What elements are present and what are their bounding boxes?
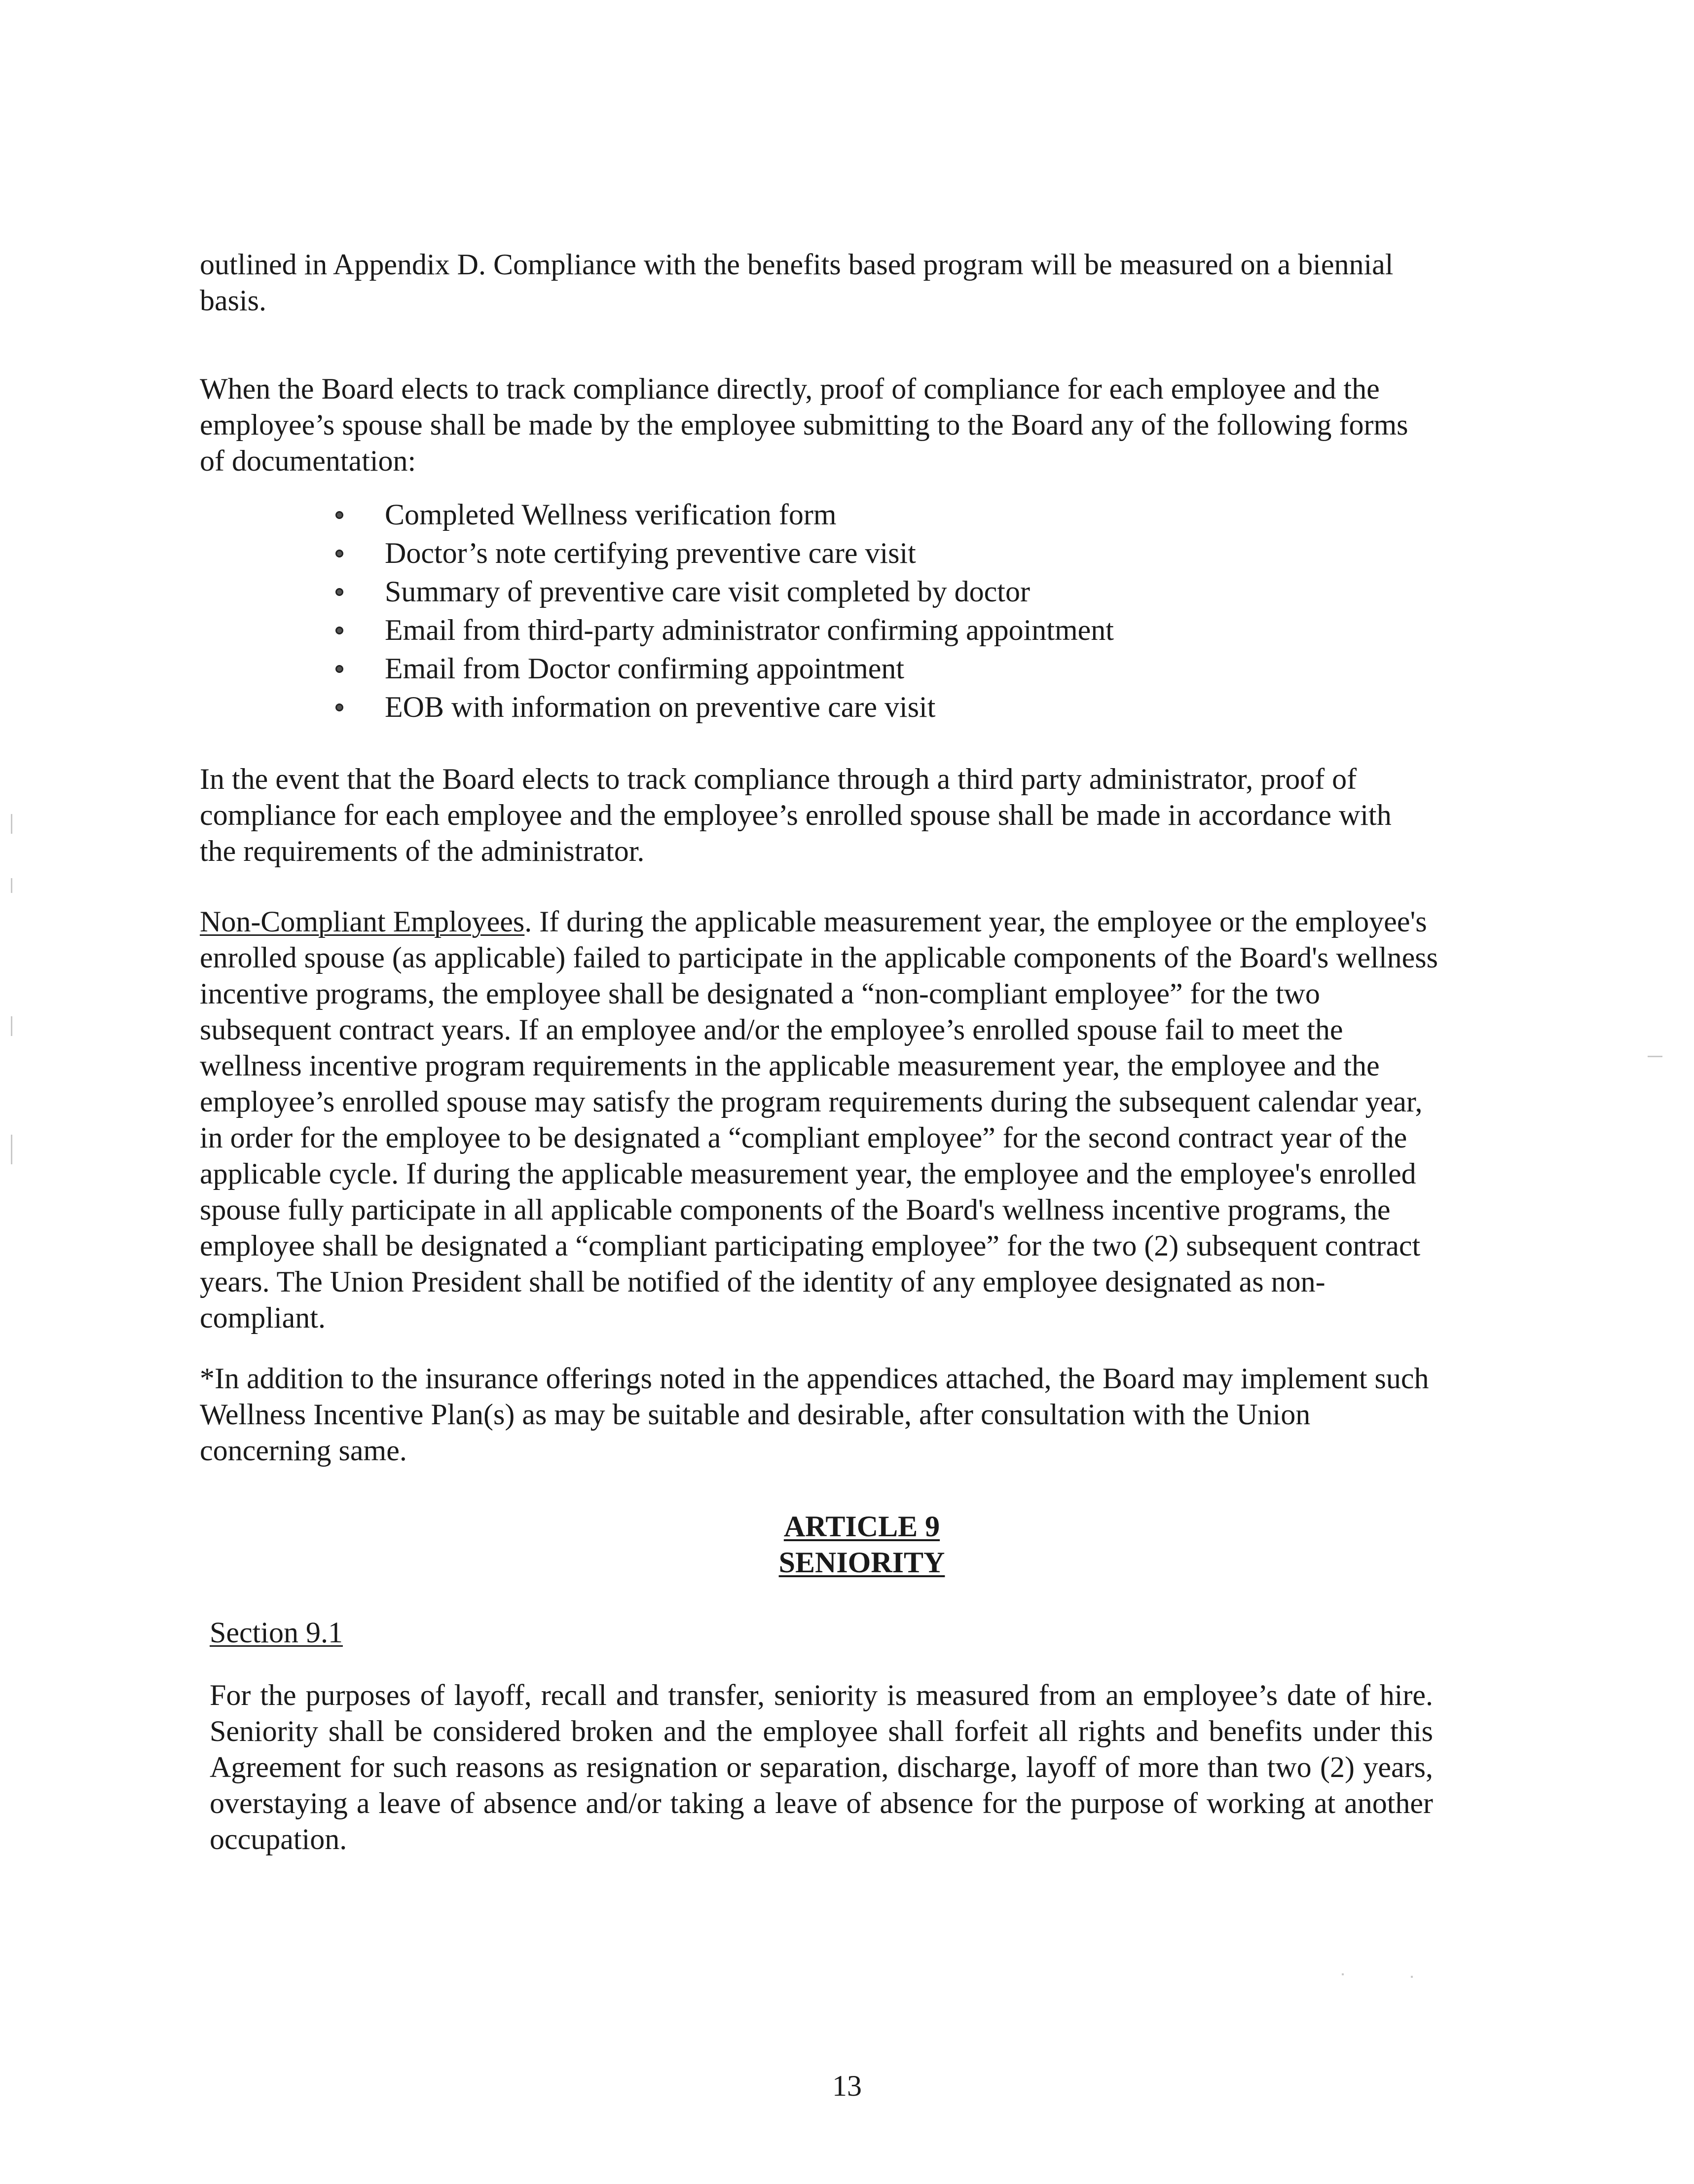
scan-artifact <box>11 814 12 834</box>
list-item-text: Email from third-party administrator confirming appointment <box>385 614 1114 646</box>
third-party-paragraph: In the event that the Board elects to track compliance through a third party administrator, proof of compliance for each employee and the employee’s enrolled spouse shall be made in accordance with the requirements of the administrator. <box>200 763 1392 867</box>
list-item-text: Completed Wellness verification form <box>385 498 837 531</box>
direct-tracking-paragraph: When the Board elects to track compliance directly, proof of compliance for each employee and the employee’s spouse shall be made by the employee submitting to the Board any of the following forms of documentation: <box>200 372 1408 477</box>
documentation-list <box>335 495 1114 726</box>
list-item <box>335 649 1114 688</box>
addition-paragraph: *In addition to the insurance offerings noted in the appendices attached, the Board may implement such Wellness Incentive Plan(s) as may be suitable and desirable, after consultation with the Union concerning same. <box>200 1362 1429 1467</box>
article-title <box>0 1545 1694 1581</box>
noncompliant-body: . If during the applicable measurement year, the employee or the employee's enrolled spouse (as applicable) failed to participate in the applicable components of the Board's wellness incentive programs, the employee shall be designated a “non-compliant employee” for the two subsequent contract years. If an employee and/or the employee’s enrolled spouse fail to meet the wellness incentive program requirements in the applicable measurement year, the employee and the employee’s enrolled spouse may satisfy the program requirements during the subsequent calendar year, in order for the employee to be designated a “compliant employee” for the second contract year of the applicable cycle. If during the applicable measurement year, the employee and the employee's enrolled spouse fully participate in all applicable components of the Board's wellness incentive programs, the employee shall be designated a “compliant participating employee” for the two (2) subsequent contract years. The Union President shall be notified of the identity of any employee designated as non-compliant. <box>200 905 1438 1334</box>
bullet-icon <box>335 588 343 596</box>
scan-artifact <box>11 1135 12 1164</box>
bullet-icon <box>335 665 343 673</box>
bullet-icon <box>335 550 343 557</box>
bullet-icon <box>335 627 343 634</box>
scan-artifact <box>11 878 12 893</box>
list-item-text: Email from Doctor confirming appointment <box>385 652 905 685</box>
bullet-icon <box>335 511 343 519</box>
list-item-text: Doctor’s note certifying preventive care visit <box>385 537 916 569</box>
list-item <box>335 688 1114 726</box>
intro-paragraph: outlined in Appendix D. Compliance with the benefits based program will be measured on a biennial basis. <box>200 248 1394 317</box>
section-label: Section 9.1 <box>210 1616 343 1649</box>
noncompliant-heading: Non-Compliant Employees <box>200 905 525 938</box>
article-number <box>0 1509 1694 1545</box>
list-item-text: Summary of preventive care visit completed by doctor <box>385 575 1030 608</box>
scan-artifact <box>1411 1976 1413 1978</box>
list-item <box>335 572 1114 611</box>
article-title-text: SENIORITY <box>778 1546 945 1579</box>
article-number-text: ARTICLE 9 <box>783 1510 940 1543</box>
list-item-text: EOB with information on preventive care visit <box>385 691 936 723</box>
scan-artifact <box>11 1016 12 1036</box>
list-item <box>335 534 1114 572</box>
bullet-icon <box>335 703 343 711</box>
scan-artifact <box>1648 1056 1662 1057</box>
page-number: 13 <box>832 2070 862 2102</box>
seniority-paragraph: For the purposes of layoff, recall and transfer, seniority is measured from an employee’s date of hire. Seniority shall be considered broken and the employee shall forfeit all rights and benefits under this Agreement for such reasons as resignation or separation, discharge, layoff of more than two (2) years, overstaying a leave of absence and/or taking a leave of absence for the purpose of working at another occupation. <box>210 1679 1433 1855</box>
noncompliant-paragraph <box>200 904 1443 1336</box>
scan-artifact <box>1342 1973 1344 1975</box>
list-item <box>335 611 1114 649</box>
list-item <box>335 495 1114 534</box>
